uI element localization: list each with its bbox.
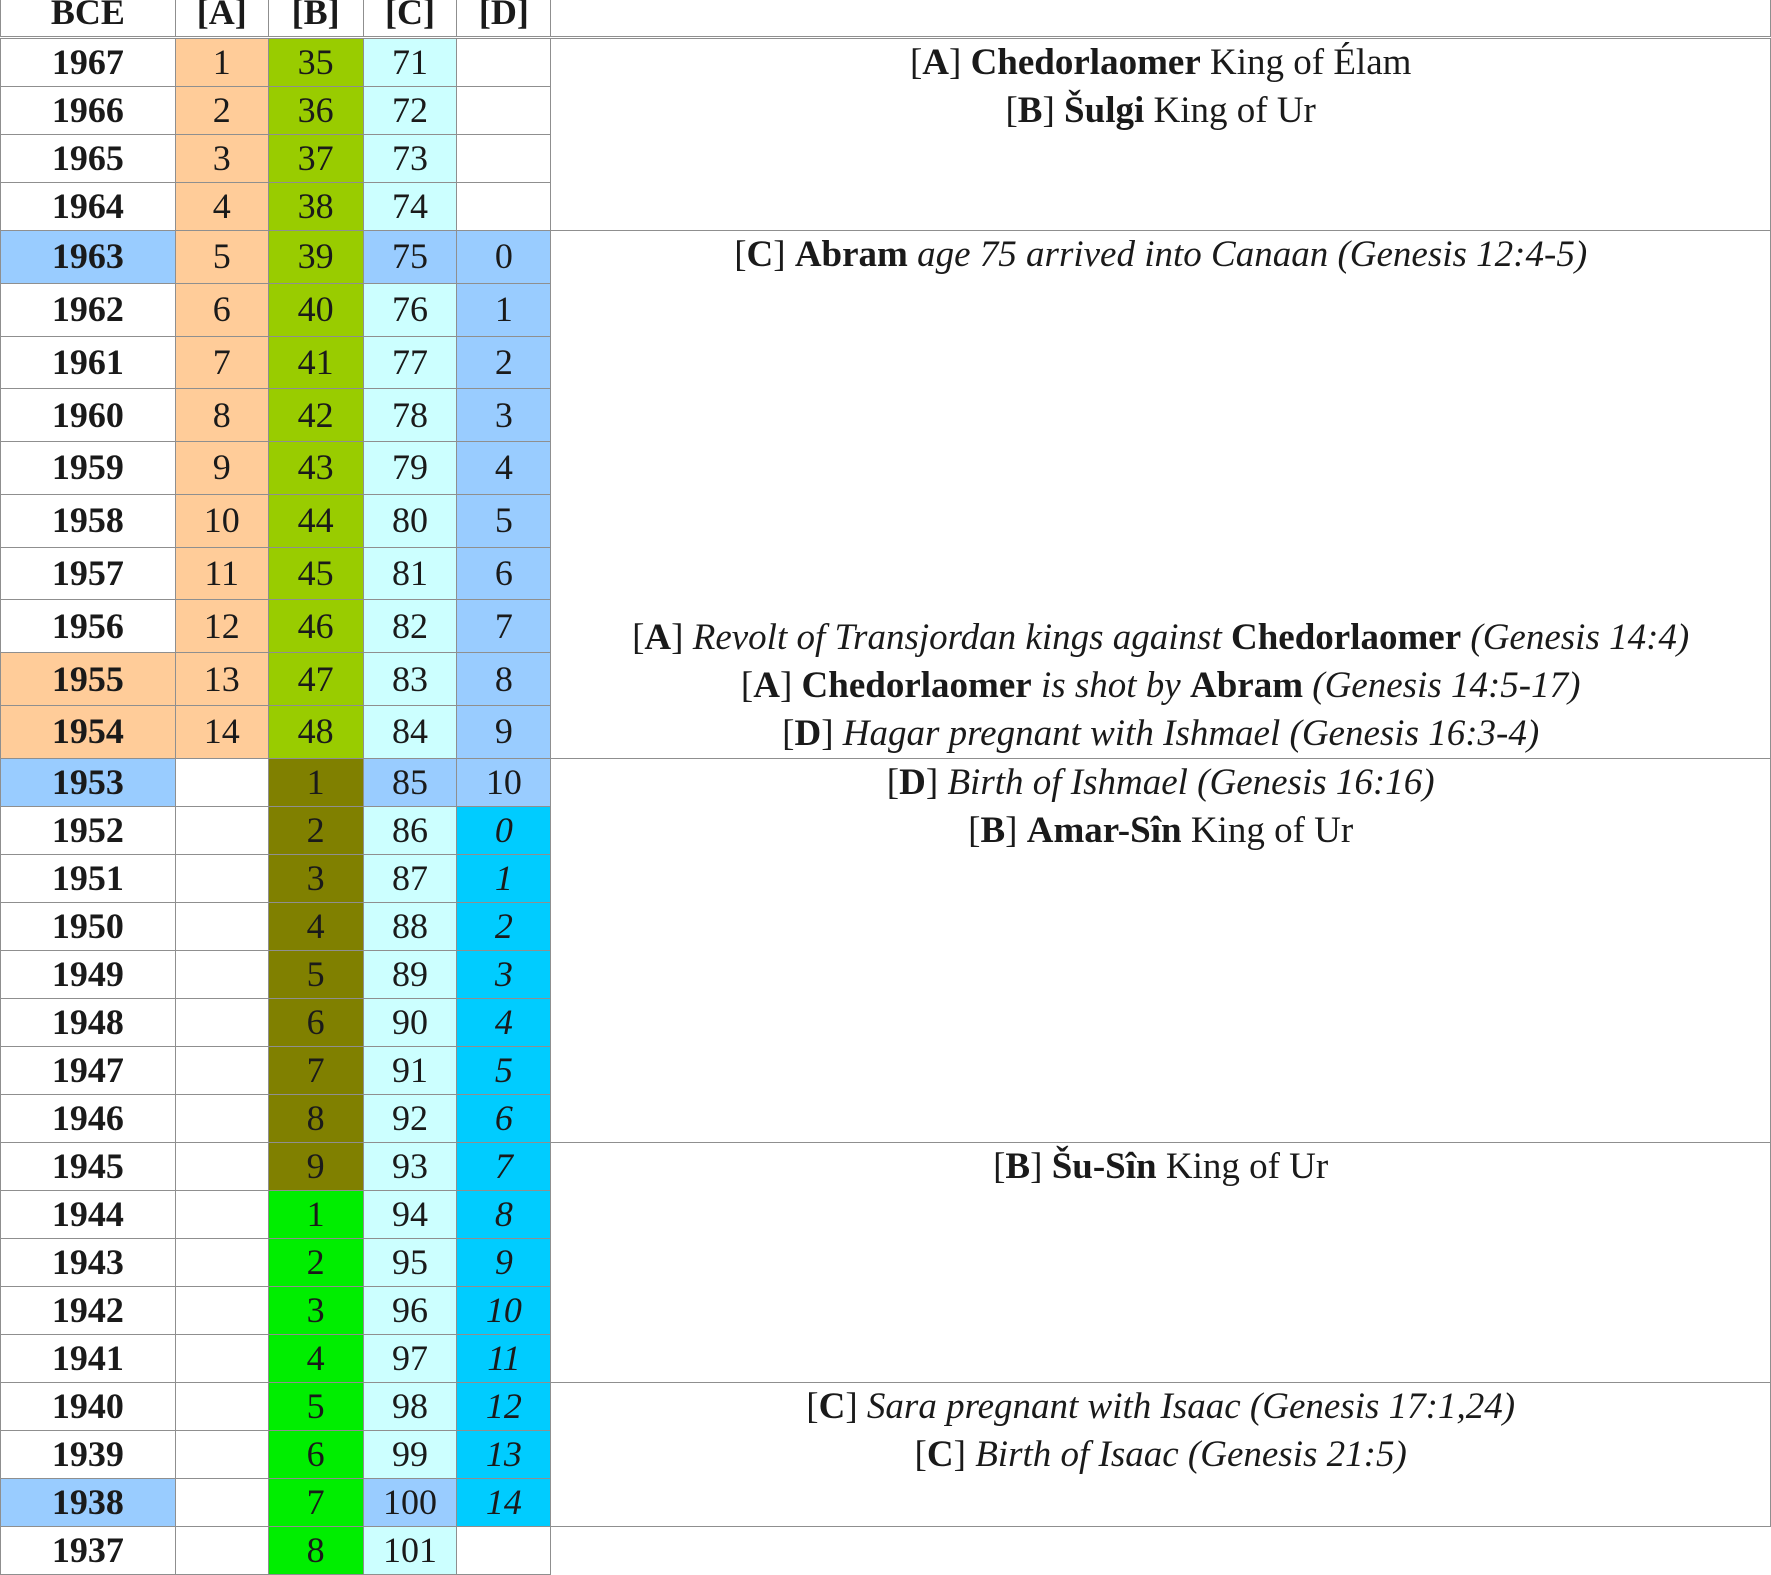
table-body — [1, 38, 1771, 1575]
event-text: ] — [1005, 809, 1027, 851]
col-c-cell: 91 — [363, 1046, 457, 1094]
events-cell — [551, 231, 1771, 759]
event-line — [551, 518, 1770, 566]
events-cell — [551, 1142, 1771, 1382]
col-d-cell: 4 — [457, 442, 551, 495]
col-b-cell: 5 — [268, 1382, 363, 1430]
events-cell — [551, 1382, 1771, 1526]
col-a-cell: 4 — [175, 183, 268, 231]
col-b-cell: 8 — [268, 1526, 363, 1574]
event-text: King of Ur — [1156, 1145, 1329, 1187]
col-b-cell: 3 — [268, 1286, 363, 1334]
col-b-cell: 38 — [268, 183, 363, 231]
event-text: A — [753, 665, 780, 707]
year-cell: 1945 — [1, 1142, 176, 1190]
event-text: ] — [925, 761, 948, 803]
col-b-cell: 48 — [268, 705, 363, 758]
event-text: Birth of Ishmael (Genesis 16:16) — [947, 761, 1435, 803]
header-year: BCE — [1, 0, 176, 38]
col-a-cell — [175, 806, 268, 854]
col-b-cell: 6 — [268, 1430, 363, 1478]
event-line — [551, 759, 1770, 807]
col-c-cell: 95 — [363, 1238, 457, 1286]
event-text: ] — [845, 1385, 867, 1427]
col-a-cell — [175, 854, 268, 902]
year-cell: 1946 — [1, 1094, 176, 1142]
event-line — [551, 231, 1770, 279]
col-d-cell: 6 — [457, 1094, 551, 1142]
event-text: [ — [993, 1145, 1006, 1187]
col-b-cell: 1 — [268, 1190, 363, 1238]
col-b-cell: 1 — [268, 758, 363, 806]
col-c-cell: 77 — [363, 336, 457, 389]
event-text: Abram — [794, 234, 908, 275]
col-c-cell: 80 — [363, 494, 457, 547]
col-b-cell: 7 — [268, 1478, 363, 1526]
event-text: D — [794, 712, 822, 754]
col-b-cell: 8 — [268, 1094, 363, 1142]
col-b-cell: 2 — [268, 1238, 363, 1286]
col-c-cell: 99 — [363, 1430, 457, 1478]
col-c-cell: 72 — [363, 87, 457, 135]
year-cell: 1952 — [1, 806, 176, 854]
col-a-cell: 5 — [175, 231, 268, 284]
col-b-cell: 37 — [268, 135, 363, 183]
event-text: is shot by — [1031, 665, 1190, 707]
header-d: [D] — [457, 0, 551, 38]
header-c: [C] — [363, 0, 457, 38]
col-c-cell: 87 — [363, 854, 457, 902]
year-cell: 1956 — [1, 600, 176, 653]
event-text: ] — [821, 712, 843, 754]
col-b-cell: 45 — [268, 547, 363, 600]
col-b-cell: 47 — [268, 653, 363, 706]
event-line — [551, 1383, 1770, 1431]
event-text: C — [926, 1433, 954, 1475]
col-b-cell: 9 — [268, 1142, 363, 1190]
event-text: Chedorlaomer — [1230, 617, 1462, 659]
col-a-cell — [175, 1094, 268, 1142]
col-d-cell: 4 — [457, 998, 551, 1046]
event-line — [551, 375, 1770, 423]
col-b-cell: 41 — [268, 336, 363, 389]
col-c-cell: 71 — [363, 38, 457, 87]
event-text: D — [899, 761, 926, 803]
col-a-cell: 6 — [175, 283, 268, 336]
col-a-cell: 10 — [175, 494, 268, 547]
events-cell — [551, 38, 1771, 231]
year-cell: 1943 — [1, 1238, 176, 1286]
event-text: age 75 arrived into Canaan (Genesis 12:4-5) — [907, 234, 1588, 275]
col-c-cell: 76 — [363, 283, 457, 336]
col-d-cell — [457, 135, 551, 183]
col-a-cell: 12 — [175, 600, 268, 653]
event-text: [ — [914, 1433, 927, 1475]
event-text: [ — [740, 665, 754, 707]
event-line — [551, 1431, 1770, 1479]
col-d-cell — [457, 1526, 551, 1574]
event-line — [551, 279, 1770, 327]
event-text: [ — [909, 42, 923, 83]
col-b-cell: 7 — [268, 1046, 363, 1094]
event-text: ] — [953, 1433, 976, 1475]
event-line — [551, 662, 1770, 710]
col-b-cell: 3 — [268, 854, 363, 902]
col-b-cell: 46 — [268, 600, 363, 653]
event-line — [551, 614, 1770, 662]
col-c-cell: 85 — [363, 758, 457, 806]
table-row — [1, 1142, 1771, 1190]
event-text: [ — [734, 234, 747, 275]
table-row — [1, 1382, 1771, 1430]
header-a: [A] — [175, 0, 268, 38]
event-text: King of Ur — [1144, 89, 1316, 131]
year-cell: 1947 — [1, 1046, 176, 1094]
col-d-cell: 11 — [457, 1334, 551, 1382]
col-c-cell: 83 — [363, 653, 457, 706]
event-text: [ — [806, 1385, 819, 1427]
event-text: (Genesis 14:5-17) — [1303, 665, 1581, 707]
col-d-cell: 10 — [457, 1286, 551, 1334]
col-a-cell: 2 — [175, 87, 268, 135]
col-a-cell — [175, 950, 268, 998]
col-a-cell — [175, 1286, 268, 1334]
event-text: Hagar pregnant with Ishmael (Genesis 16:3-4) — [842, 712, 1540, 754]
col-a-cell — [175, 1382, 268, 1430]
event-text: King of Élam — [1200, 42, 1412, 83]
year-cell: 1957 — [1, 547, 176, 600]
col-d-cell: 9 — [457, 705, 551, 758]
year-cell: 1939 — [1, 1430, 176, 1478]
col-c-cell: 92 — [363, 1094, 457, 1142]
year-cell: 1967 — [1, 38, 176, 87]
event-text: [ — [632, 617, 645, 659]
event-text: Chedorlaomer — [970, 42, 1201, 83]
event-text: [ — [782, 712, 795, 754]
col-d-cell: 9 — [457, 1238, 551, 1286]
col-d-cell: 7 — [457, 1142, 551, 1190]
event-text: Šu-Sîn — [1051, 1145, 1157, 1187]
col-d-cell: 3 — [457, 389, 551, 442]
table-row — [1, 231, 1771, 284]
event-text: ] — [671, 617, 693, 659]
col-d-cell: 5 — [457, 1046, 551, 1094]
col-c-cell: 88 — [363, 902, 457, 950]
col-d-cell: 7 — [457, 600, 551, 653]
col-d-cell: 5 — [457, 494, 551, 547]
year-cell: 1944 — [1, 1190, 176, 1238]
col-a-cell — [175, 758, 268, 806]
col-a-cell — [175, 902, 268, 950]
event-line — [551, 87, 1770, 135]
col-d-cell: 1 — [457, 854, 551, 902]
col-c-cell: 93 — [363, 1142, 457, 1190]
col-c-cell: 89 — [363, 950, 457, 998]
col-a-cell: 3 — [175, 135, 268, 183]
col-d-cell: 0 — [457, 231, 551, 284]
col-a-cell: 7 — [175, 336, 268, 389]
col-d-cell: 2 — [457, 902, 551, 950]
col-b-cell: 42 — [268, 389, 363, 442]
col-c-cell: 100 — [363, 1478, 457, 1526]
header-row — [1, 0, 1771, 38]
col-d-cell: 1 — [457, 283, 551, 336]
event-line — [551, 39, 1770, 87]
col-a-cell: 14 — [175, 705, 268, 758]
col-c-cell: 97 — [363, 1334, 457, 1382]
col-a-cell: 11 — [175, 547, 268, 600]
col-a-cell: 8 — [175, 389, 268, 442]
col-a-cell — [175, 1238, 268, 1286]
year-cell: 1938 — [1, 1478, 176, 1526]
col-c-cell: 90 — [363, 998, 457, 1046]
event-text: Chedorlaomer — [801, 665, 1032, 707]
col-c-cell: 81 — [363, 547, 457, 600]
col-a-cell — [175, 1334, 268, 1382]
event-text: B — [1005, 1145, 1031, 1187]
year-cell: 1941 — [1, 1334, 176, 1382]
event-text: (Genesis 14:4) — [1461, 617, 1690, 659]
event-line — [551, 423, 1770, 471]
year-cell: 1940 — [1, 1382, 176, 1430]
col-d-cell: 13 — [457, 1430, 551, 1478]
year-cell: 1965 — [1, 135, 176, 183]
col-d-cell — [457, 38, 551, 87]
col-d-cell: 12 — [457, 1382, 551, 1430]
col-c-cell: 82 — [363, 600, 457, 653]
col-b-cell: 44 — [268, 494, 363, 547]
event-text: A — [922, 42, 949, 83]
event-text: B — [1017, 89, 1043, 131]
year-cell: 1964 — [1, 183, 176, 231]
col-c-cell: 101 — [363, 1526, 457, 1574]
header-b: [B] — [268, 0, 363, 38]
col-d-cell — [457, 183, 551, 231]
col-a-cell — [175, 1046, 268, 1094]
year-cell: 1953 — [1, 758, 176, 806]
year-cell: 1963 — [1, 231, 176, 284]
col-a-cell — [175, 1478, 268, 1526]
col-c-cell: 84 — [363, 705, 457, 758]
event-text: A — [644, 617, 672, 659]
year-cell: 1958 — [1, 494, 176, 547]
event-text: Revolt of Transjordan kings against — [692, 617, 1231, 659]
event-line — [551, 327, 1770, 375]
event-text: Abram — [1189, 665, 1304, 707]
col-c-cell: 79 — [363, 442, 457, 495]
year-cell: 1960 — [1, 389, 176, 442]
col-a-cell — [175, 1526, 268, 1574]
col-b-cell: 36 — [268, 87, 363, 135]
col-d-cell — [457, 87, 551, 135]
year-cell: 1948 — [1, 998, 176, 1046]
col-c-cell: 94 — [363, 1190, 457, 1238]
event-line — [551, 470, 1770, 518]
year-cell: 1959 — [1, 442, 176, 495]
col-a-cell: 13 — [175, 653, 268, 706]
event-text: B — [980, 809, 1006, 851]
event-line — [551, 710, 1770, 758]
col-d-cell: 2 — [457, 336, 551, 389]
col-c-cell: 86 — [363, 806, 457, 854]
col-b-cell: 40 — [268, 283, 363, 336]
event-line — [551, 1143, 1770, 1191]
table-row — [1, 758, 1771, 806]
event-line — [551, 566, 1770, 614]
col-b-cell: 35 — [268, 38, 363, 87]
col-b-cell: 4 — [268, 1334, 363, 1382]
col-b-cell: 4 — [268, 902, 363, 950]
year-cell: 1961 — [1, 336, 176, 389]
col-b-cell: 6 — [268, 998, 363, 1046]
col-b-cell: 43 — [268, 442, 363, 495]
year-cell: 1966 — [1, 87, 176, 135]
col-a-cell — [175, 1142, 268, 1190]
event-text: [ — [968, 809, 981, 851]
col-c-cell: 73 — [363, 135, 457, 183]
event-text: C — [746, 234, 774, 275]
col-d-cell: 10 — [457, 758, 551, 806]
event-line — [551, 807, 1770, 855]
col-b-cell: 39 — [268, 231, 363, 284]
col-a-cell — [175, 998, 268, 1046]
col-d-cell: 8 — [457, 1190, 551, 1238]
col-c-cell: 75 — [363, 231, 457, 284]
year-cell: 1942 — [1, 1286, 176, 1334]
col-c-cell: 74 — [363, 183, 457, 231]
event-text: [ — [886, 761, 900, 803]
year-cell: 1937 — [1, 1526, 176, 1574]
col-c-cell: 98 — [363, 1382, 457, 1430]
event-text: Birth of Isaac (Genesis 21:5) — [975, 1433, 1407, 1475]
year-cell: 1950 — [1, 902, 176, 950]
col-a-cell: 9 — [175, 442, 268, 495]
year-cell: 1949 — [1, 950, 176, 998]
col-a-cell — [175, 1190, 268, 1238]
event-text: Sara pregnant with Isaac (Genesis 17:1,24) — [866, 1385, 1516, 1427]
event-text: ] — [1030, 1145, 1052, 1187]
col-d-cell: 8 — [457, 653, 551, 706]
col-a-cell: 1 — [175, 38, 268, 87]
event-text: Amar-Sîn — [1026, 809, 1182, 851]
col-c-cell: 78 — [363, 389, 457, 442]
year-cell: 1951 — [1, 854, 176, 902]
event-text: ] — [773, 234, 795, 275]
year-cell: 1954 — [1, 705, 176, 758]
col-d-cell: 6 — [457, 547, 551, 600]
col-b-cell: 2 — [268, 806, 363, 854]
event-text: [ — [1005, 89, 1018, 131]
events-cell — [551, 758, 1771, 1142]
col-a-cell — [175, 1430, 268, 1478]
event-text: ] — [1042, 89, 1065, 131]
event-text: Šulgi — [1064, 89, 1145, 131]
col-d-cell: 0 — [457, 806, 551, 854]
event-text: C — [818, 1385, 846, 1427]
table-row — [1, 38, 1771, 87]
year-cell: 1962 — [1, 283, 176, 336]
table-row — [1, 1526, 1771, 1574]
col-b-cell: 5 — [268, 950, 363, 998]
event-text: ] — [779, 665, 802, 707]
col-d-cell: 14 — [457, 1478, 551, 1526]
col-d-cell: 3 — [457, 950, 551, 998]
event-text: King of Ur — [1181, 809, 1354, 851]
event-text: ] — [949, 42, 971, 83]
header-events — [551, 0, 1771, 38]
year-cell: 1955 — [1, 653, 176, 706]
col-c-cell: 96 — [363, 1286, 457, 1334]
